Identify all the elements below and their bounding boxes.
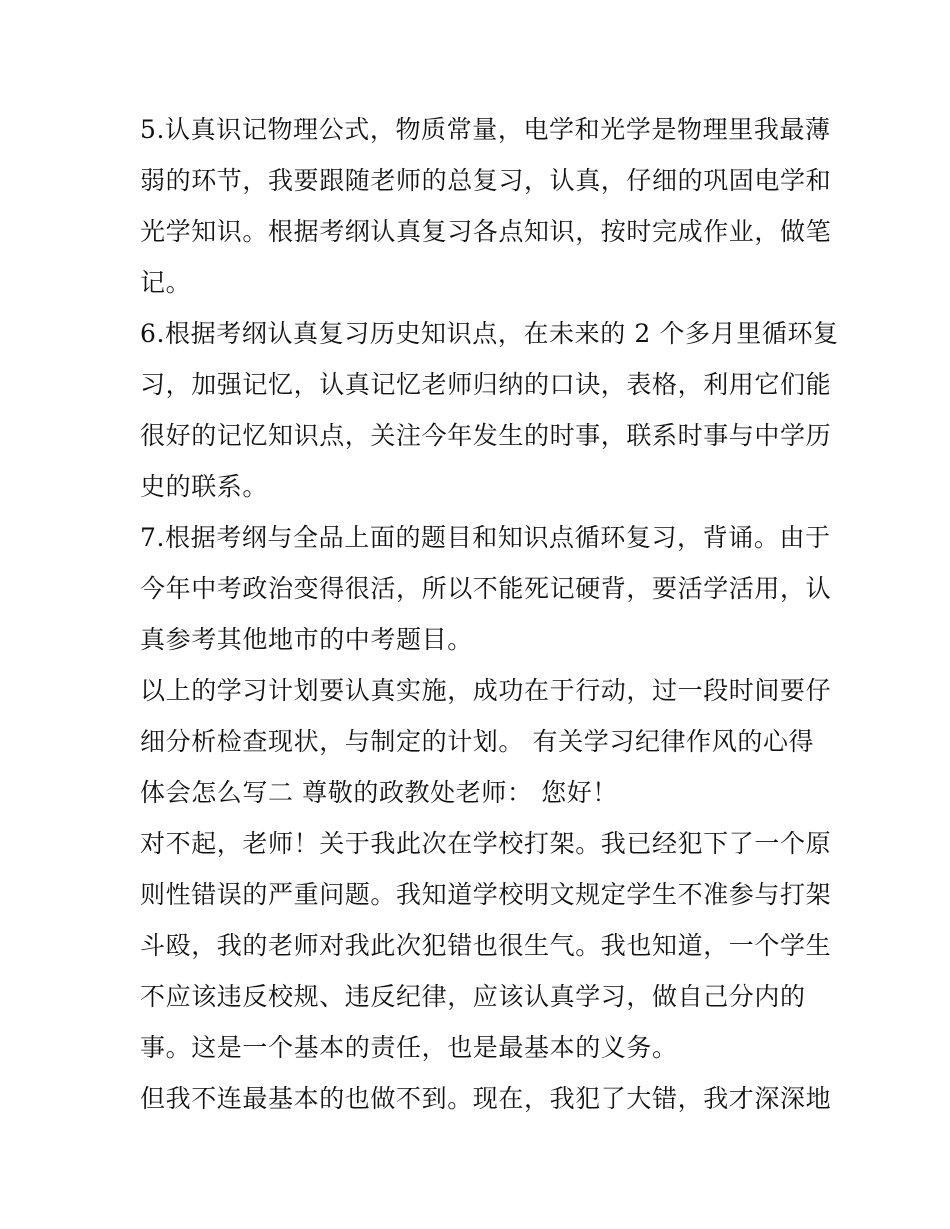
text-line: 斗殴，我的老师对我此次犯错也很生气。我也知道，一个学生 [140,931,832,960]
text-line: 对不起，老师！关于我此次在学校打架。我已经犯下了一个原 [140,829,832,858]
text-line: 习，加强记忆，认真记忆老师归纳的口诀，表格，利用它们能 [140,370,832,399]
text-line: 记。 [140,268,192,297]
text-line: 则性错误的严重问题。我知道学校明文规定学生不准参与打架 [140,880,832,909]
text-line: 真参考其他地市的中考题目。 [140,625,473,654]
text-line: 但我不连最基本的也做不到。现在，我犯了大错，我才深深地 [140,1084,832,1113]
text-line: 5.认真识记物理公式，物质常量，电学和光学是物理里我最薄 [140,115,831,144]
text-line: 以上的学习计划要认真实施，成功在于行动，过一段时间要仔 [140,676,832,705]
text-line: 细分析检查现状，与制定的计划。 有关学习纪律作风的心得 [140,727,815,756]
text-line: 今年中考政治变得很活，所以不能死记硬背，要活学活用，认 [140,574,832,603]
document-body [140,104,839,1124]
text-line: 弱的环节，我要跟随老师的总复习，认真，仔细的巩固电学和 [140,166,832,195]
text-line: 体会怎么写二 尊敬的政教处老师： 您好！ [140,778,618,807]
text-line: 很好的记忆知识点，关注今年发生的时事，联系时事与中学历 [140,421,832,450]
text-line: 6.根据考纲认真复习历史知识点，在未来的 2 个多月里循环复 [140,319,839,348]
text-line: 不应该违反校规、违反纪律，应该认真学习，做自己分内的 [140,982,806,1011]
text-line: 光学知识。根据考纲认真复习各点知识，按时完成作业，做笔 [140,217,832,246]
text-line: 史的联系。 [140,472,269,501]
text-line: 7.根据考纲与全品上面的题目和知识点循环复习，背诵。由于 [140,523,831,552]
text-line: 事。这是一个基本的责任，也是最基本的义务。 [140,1033,678,1062]
